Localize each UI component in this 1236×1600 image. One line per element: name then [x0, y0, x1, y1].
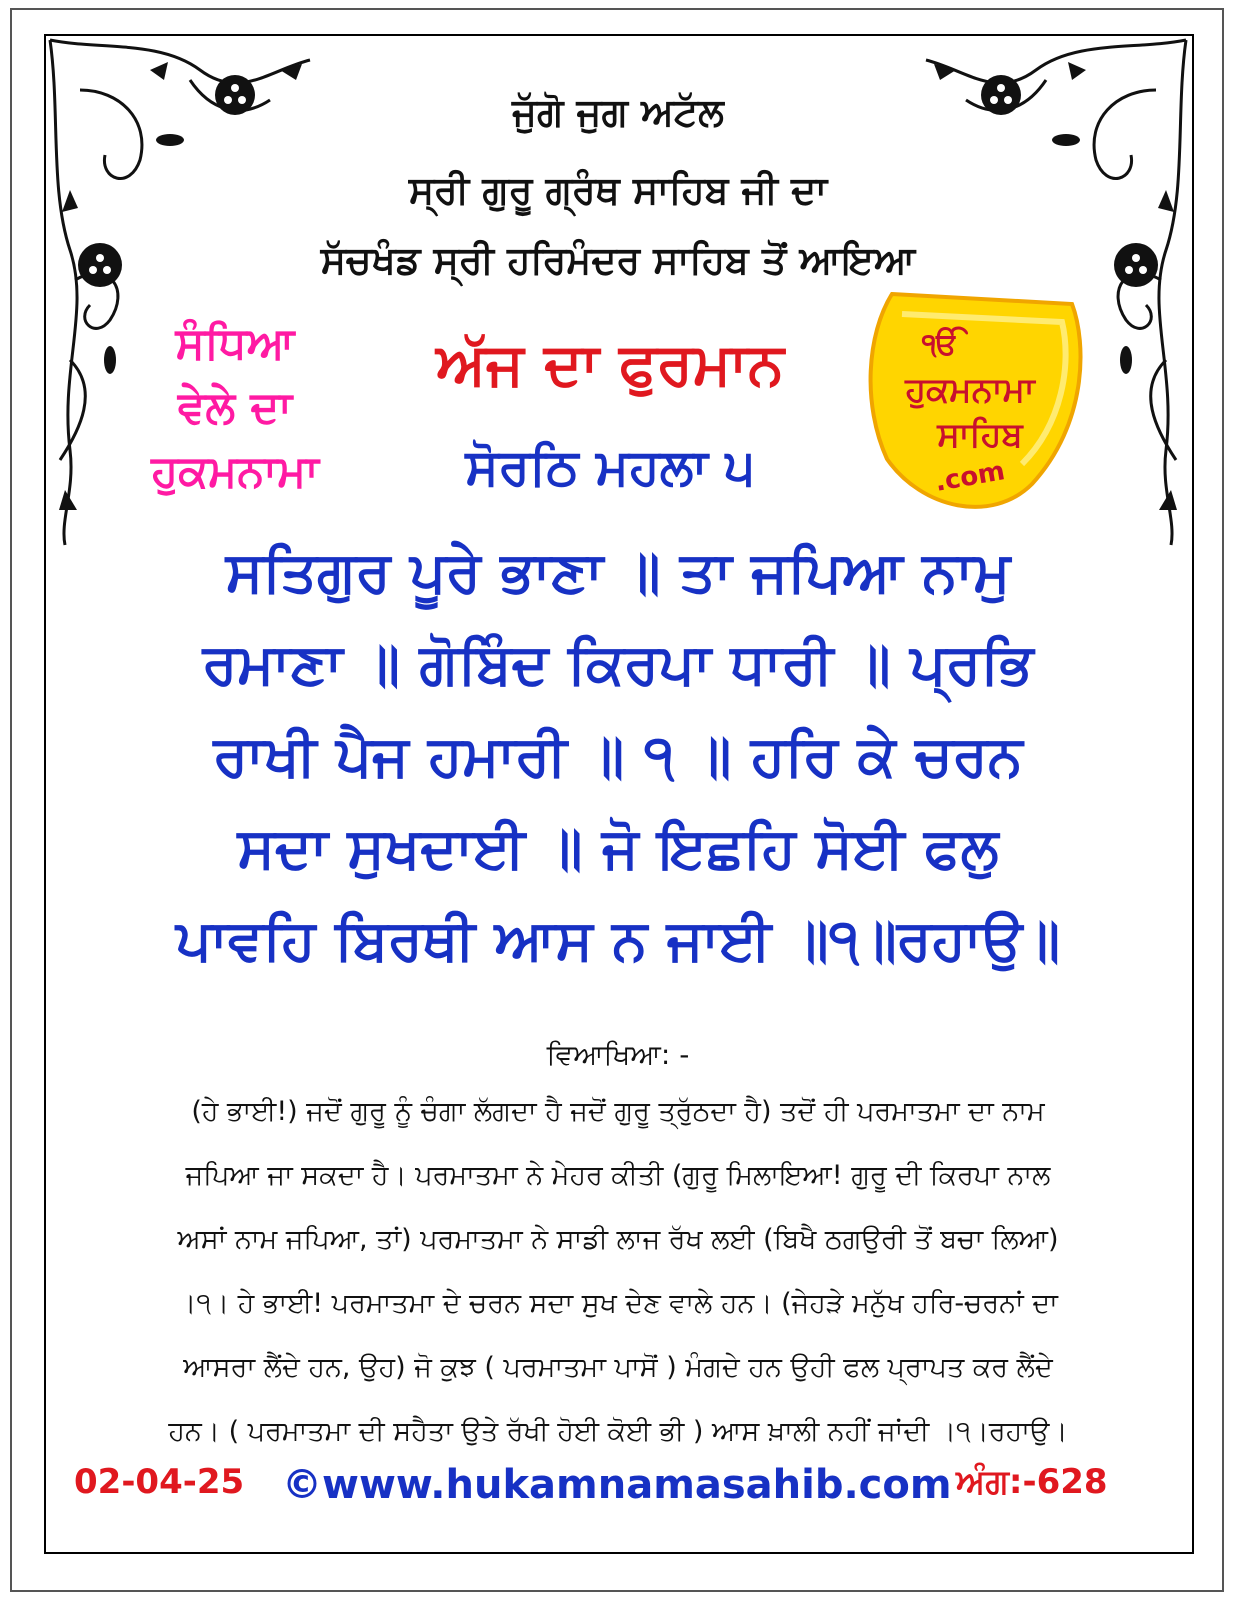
footer [0, 1462, 1236, 1522]
footer-date: 02-04-25 [74, 1462, 245, 1502]
explanation-heading: ਵਿਆਖਿਆ: - [546, 1038, 690, 1071]
evening-label-line-2: ਵੇਲੇ ਦਾ [177, 382, 293, 433]
header-line-3: ਸੱਚਖੰਡ ਸ੍ਰੀ ਹਰਿਮੰਦਰ ਸਾਹਿਬ ਤੋਂ ਆਇਆ [320, 238, 916, 282]
logo-text-line-3: .com [932, 456, 1008, 498]
gurbani-line: ਰਾਖੀ ਪੈਜ ਹਮਾਰੀ ॥ ੧ ॥ ਹਰਿ ਕੇ ਚਰਨ [213, 724, 1023, 789]
evening-label-line-1: ਸੰਧਿਆ [175, 318, 295, 369]
explanation-line: ਹਨ। ( ਪਰਮਾਤਮਾ ਦੀ ਸਹੈਤਾ ਉਤੇ ਰੱਖੀ ਹੋਈ ਕੋਈ ਭੀ ) ਆਸ ਖ਼ਾਲੀ ਨਹੀਂ ਜਾਂਦੀ ।੧।ਰਹਾਉ। [168, 1416, 1068, 1447]
footer-website-link[interactable]: ©www.hukamnamasahib.com [282, 1462, 952, 1508]
explanation-line: (ਹੇ ਭਾਈ!) ਜਦੋਂ ਗੁਰੂ ਨੂੰ ਚੰਗਾ ਲੱਗਦਾ ਹੈ ਜਦੋਂ ਗੁਰੂ ਤ੍ਰੁੱਠਦਾ ਹੈ) ਤਦੋਂ ਹੀ ਪਰਮਾਤਮਾ ਦਾ ਨਾਮ [191, 1096, 1045, 1127]
logo-text-line-2: ਸਾਹਿਬ [937, 415, 1023, 455]
gurbani-line: ਸਦਾ ਸੁਖਦਾਈ ॥ ਜੋ ਇਛਹਿ ਸੋਈ ਫਲੁ [237, 816, 999, 881]
raag-heading: ਸੋਰਠਿ ਮਹਲਾ ੫ [465, 438, 755, 496]
header-line-2: ਸ੍ਰੀ ਗੁਰੂ ਗ੍ਰੰਥ ਸਾਹਿਬ ਜੀ ਦਾ [408, 168, 828, 212]
today-title: ਅੱਜ ਦਾ ਫੁਰਮਾਨ [436, 330, 784, 398]
gurbani-line: ਪਾਵਹਿ ਬਿਰਥੀ ਆਸ ਨ ਜਾਈ ॥੧॥ਰਹਾਉ॥ [175, 908, 1061, 973]
footer-ang-number: ਅੰਗ:-628 [956, 1462, 1108, 1502]
explanation-line: ਆਸਰਾ ਲੈਂਦੇ ਹਨ, ਉਹ) ਜੋ ਕੁਝ ( ਪਰਮਾਤਮਾ ਪਾਸੋਂ ) ਮੰਗਦੇ ਹਨ ਉਹੀ ਫਲ ਪ੍ਰਾਪਤ ਕਰ ਲੈਂਦੇ [183, 1352, 1053, 1383]
evening-label-line-3: ਹੁਕਮਨਾਮਾ [151, 446, 319, 497]
explanation-line: ।੧। ਹੇ ਭਾਈ! ਪਰਮਾਤਮਾ ਦੇ ਚਰਨ ਸਦਾ ਸੁਖ ਦੇਣ ਵਾਲੇ ਹਨ। (ਜੇਹੜੇ ਮਨੁੱਖ ਹਰਿ-ਚਰਨਾਂ ਦਾ [178, 1288, 1058, 1319]
logo-text-line-1: ਹੁਕਮਨਾਮਾ [905, 370, 1035, 410]
explanation-line: ਜਪਿਆ ਜਾ ਸਕਦਾ ਹੈ। ਪਰਮਾਤਮਾ ਨੇ ਮੇਹਰ ਕੀਤੀ (ਗੁਰੂ ਮਿਲਾਇਆ! ਗੁਰੂ ਦੀ ਕਿਰਪਾ ਨਾਲ [185, 1160, 1051, 1191]
explanation-line: ਅਸਾਂ ਨਾਮ ਜਪਿਆ, ਤਾਂ) ਪਰਮਾਤਮਾ ਨੇ ਸਾਡੀ ਲਾਜ ਰੱਖ ਲਈ (ਬਿਖੈ ਠਗਉਰੀ ਤੋਂ ਬਚਾ ਲਿਆ) [177, 1224, 1059, 1255]
header-line-1: ਜੁੱਗੋ ਜੁਗ ਅਟੱਲ [512, 90, 724, 134]
gurbani-line: ਰਮਾਣਾ ॥ ਗੋਬਿੰਦ ਕਿਰਪਾ ਧਾਰੀ ॥ ਪ੍ਰਭਿ [202, 632, 1034, 697]
gurbani-line: ਸਤਿਗੁਰ ਪੂਰੇ ਭਾਣਾ ॥ ਤਾ ਜਪਿਆ ਨਾਮੁ [225, 540, 1011, 605]
ik-onkar-emblem: ੴ [922, 327, 959, 362]
